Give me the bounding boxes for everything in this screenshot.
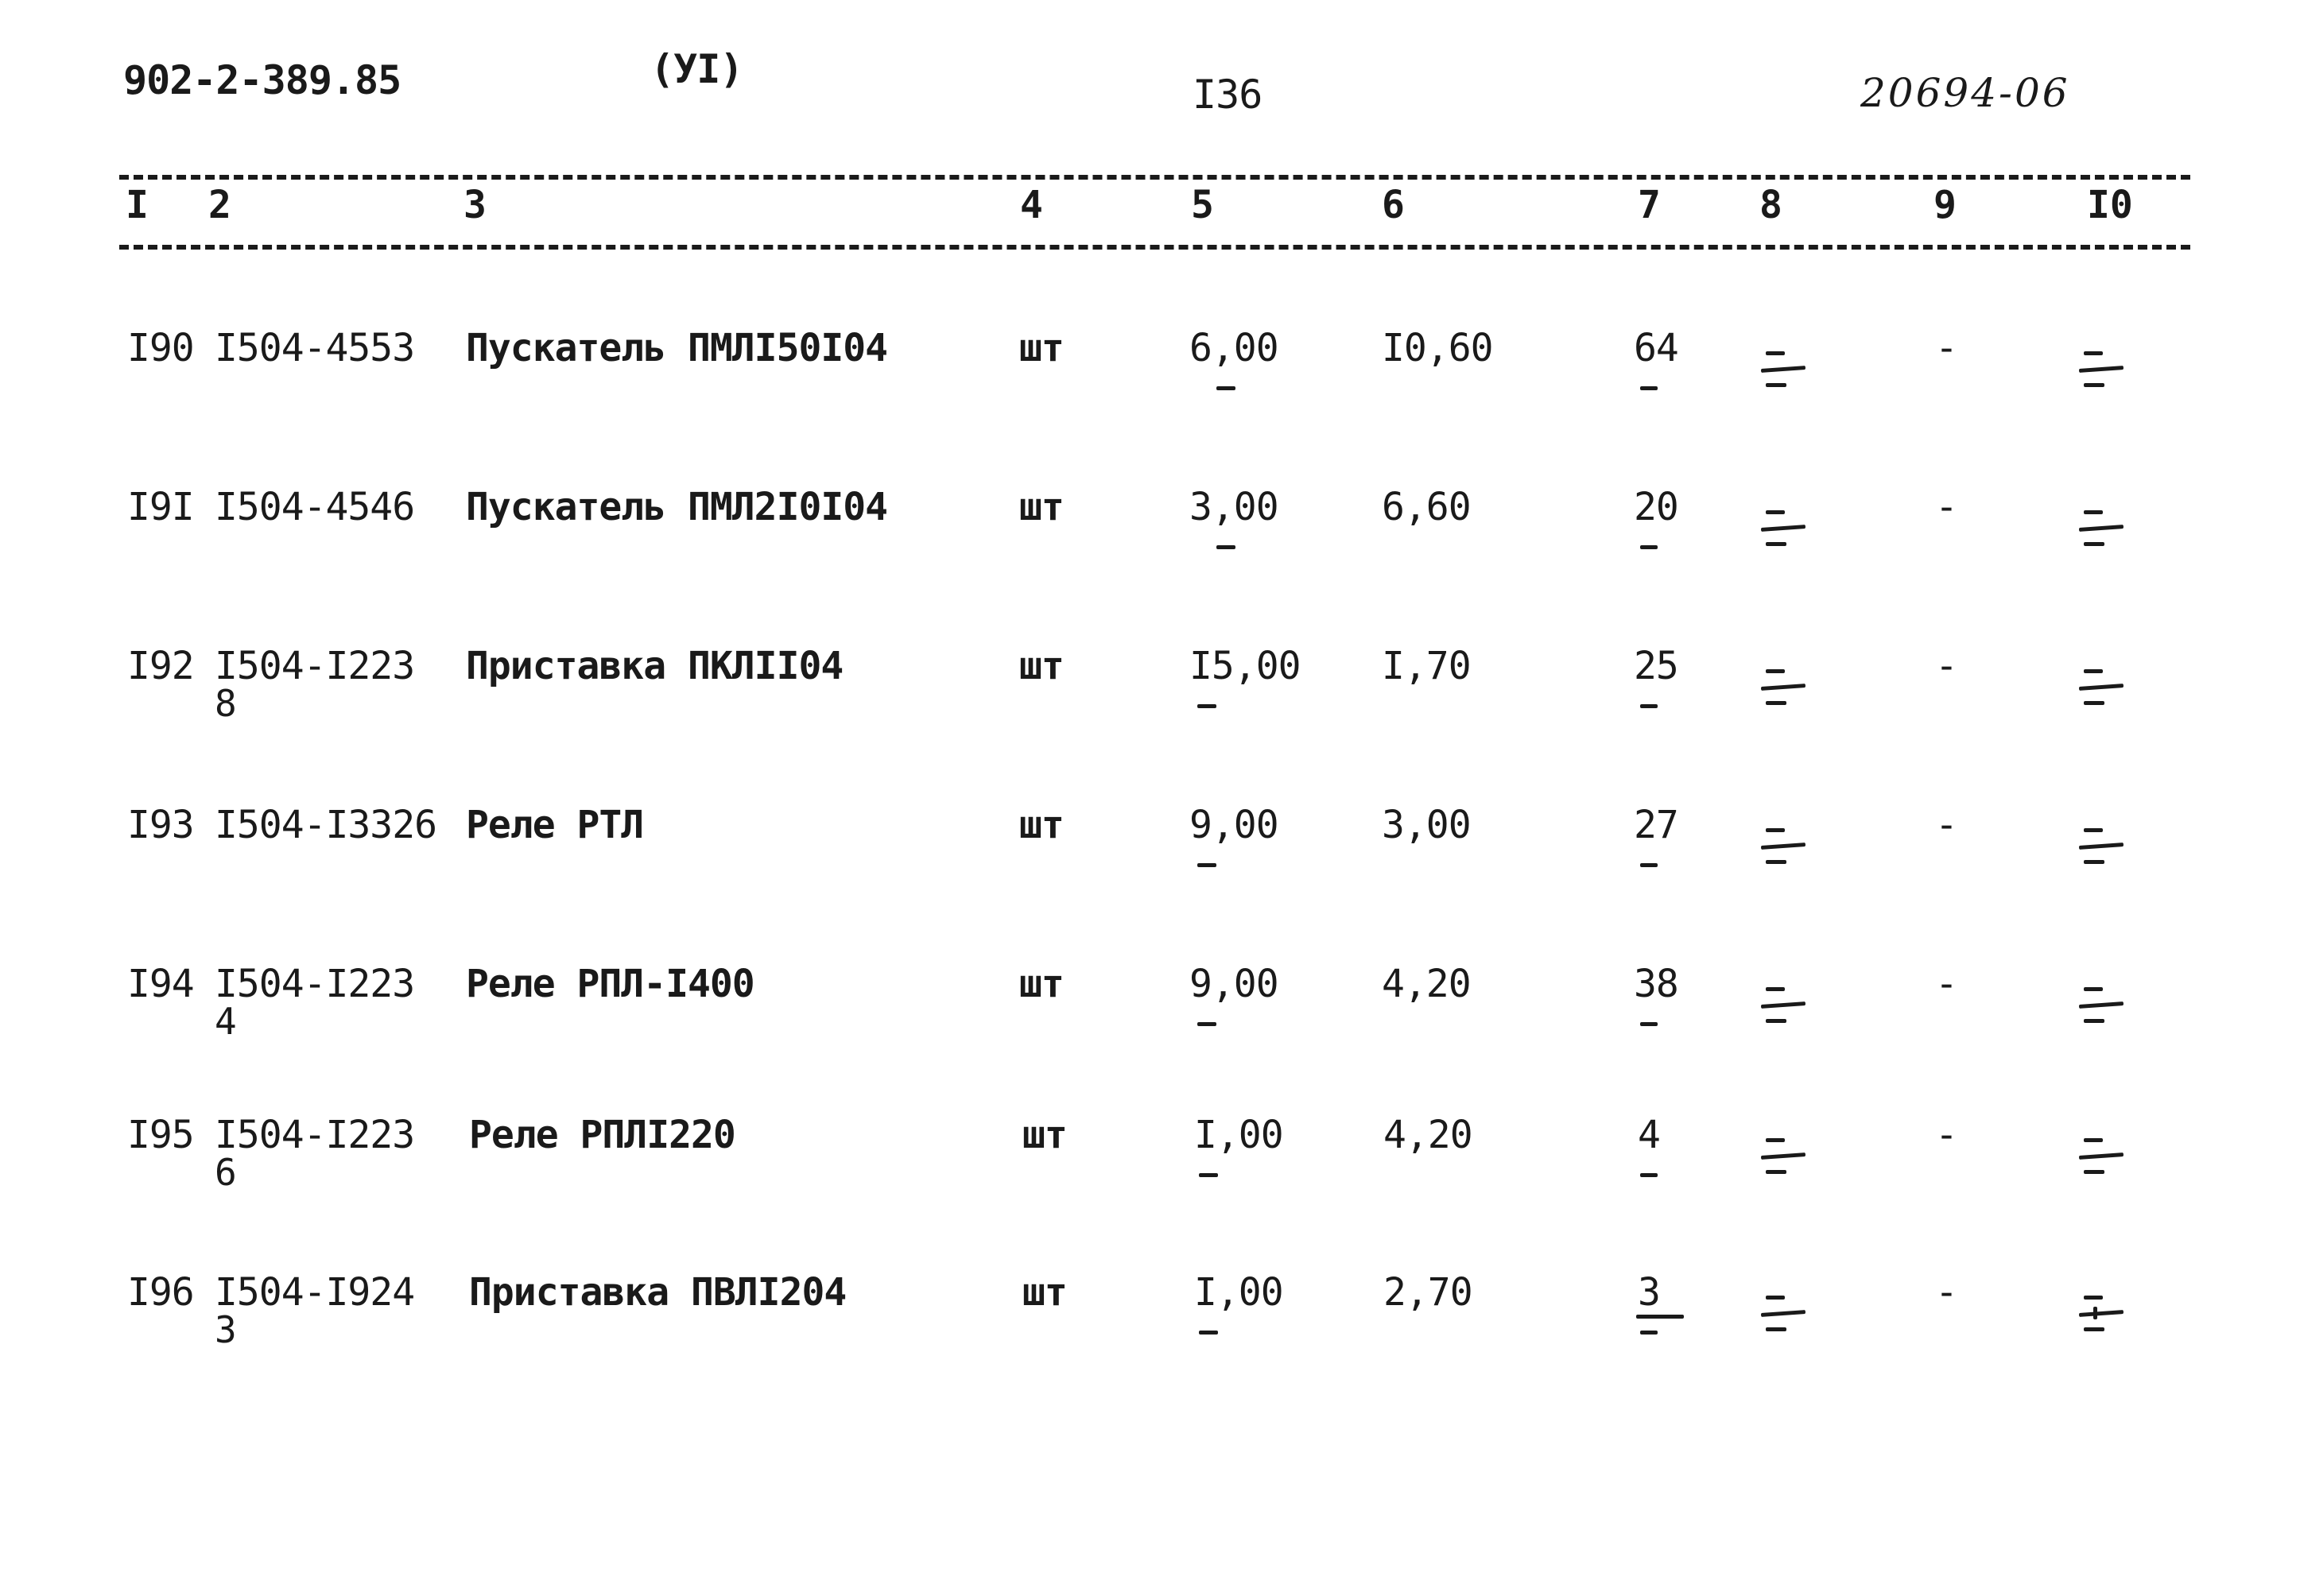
column-header: 9 xyxy=(1933,183,1957,227)
column-header: I xyxy=(126,183,149,227)
column-header: 3 xyxy=(463,183,487,227)
item-name: Реле РТЛ xyxy=(466,803,644,847)
item-name: Пускатель ПМЛI50I04 xyxy=(466,326,888,370)
total: 25 xyxy=(1634,644,1678,688)
total: 4 xyxy=(1638,1113,1660,1157)
ditto-mark-col8 xyxy=(1761,669,1809,717)
table-row xyxy=(0,962,2300,1105)
item-code: I504-I3326 xyxy=(215,803,436,847)
col9-value: - xyxy=(1935,803,1957,847)
col9-value: - xyxy=(1935,962,1957,1006)
item-code: I504-I924 3 xyxy=(215,1270,415,1351)
ditto-mark-col10 xyxy=(2079,1138,2127,1186)
table-row xyxy=(0,485,2300,628)
row-number: I96 xyxy=(127,1270,194,1315)
item-code: I504-I223 6 xyxy=(215,1113,415,1194)
unit: шт xyxy=(1019,803,1064,847)
page-number: I36 xyxy=(1193,72,1262,118)
item-code: I504-I223 8 xyxy=(215,644,415,725)
ditto-mark-col8 xyxy=(1761,1138,1809,1186)
ditto-mark-col8 xyxy=(1761,351,1809,399)
item-name: Приставка ПВЛI204 xyxy=(469,1270,847,1315)
unit: шт xyxy=(1019,485,1064,529)
unit: шт xyxy=(1022,1113,1067,1157)
unit-price: 4,20 xyxy=(1382,962,1471,1006)
ditto-mark-col10 xyxy=(2079,1296,2127,1343)
item-name: Приставка ПКЛII04 xyxy=(466,644,844,688)
col9-value: - xyxy=(1935,1113,1957,1157)
unit-price: I,70 xyxy=(1382,644,1471,688)
ditto-mark xyxy=(1216,545,1235,549)
unit-price: I0,60 xyxy=(1382,326,1493,370)
table-row xyxy=(0,326,2300,469)
column-header: 2 xyxy=(208,183,231,227)
table-header-rule xyxy=(119,245,2190,250)
ditto-mark xyxy=(1640,704,1658,708)
table-row xyxy=(0,644,2300,787)
ditto-mark xyxy=(1640,545,1658,549)
ditto-mark-col8 xyxy=(1761,510,1809,558)
table-top-rule xyxy=(119,175,2190,180)
unit-price: 6,60 xyxy=(1382,485,1471,529)
table-row xyxy=(0,1270,2300,1413)
item-code: I504-I223 4 xyxy=(215,962,415,1043)
ditto-mark-col8 xyxy=(1761,1296,1809,1343)
underline-mark xyxy=(1636,1315,1684,1319)
row-number: I95 xyxy=(127,1113,194,1157)
unit: шт xyxy=(1019,326,1064,370)
ditto-mark xyxy=(1197,704,1216,708)
unit: шт xyxy=(1019,962,1064,1006)
ditto-mark xyxy=(1640,863,1658,867)
ditto-mark xyxy=(1216,386,1235,390)
ditto-mark xyxy=(1197,1022,1216,1026)
ditto-mark-col10 xyxy=(2079,828,2127,876)
table-row xyxy=(0,803,2300,946)
quantity: 3,00 xyxy=(1189,485,1278,529)
total: 27 xyxy=(1634,803,1678,847)
ditto-mark xyxy=(1197,863,1216,867)
row-number: I90 xyxy=(127,326,194,370)
ditto-mark-col10 xyxy=(2079,987,2127,1035)
total: 64 xyxy=(1634,326,1678,370)
row-number: I93 xyxy=(127,803,194,847)
ditto-mark-col10 xyxy=(2079,351,2127,399)
ditto-mark xyxy=(1640,1331,1658,1335)
ditto-mark xyxy=(1199,1331,1218,1335)
ditto-mark xyxy=(1199,1173,1218,1177)
column-header: 8 xyxy=(1759,183,1782,227)
quantity: I5,00 xyxy=(1189,644,1301,688)
ditto-mark xyxy=(1640,1173,1658,1177)
quantity: 9,00 xyxy=(1189,803,1278,847)
item-name: Пускатель ПМЛ2I0I04 xyxy=(466,485,888,529)
ditto-mark xyxy=(1640,1022,1658,1026)
quantity: I,00 xyxy=(1194,1270,1283,1315)
column-header: 6 xyxy=(1382,183,1405,227)
ditto-mark-col8 xyxy=(1761,828,1809,876)
col9-value: - xyxy=(1935,1270,1957,1315)
ditto-mark-col8 xyxy=(1761,987,1809,1035)
quantity: 6,00 xyxy=(1189,326,1278,370)
column-header: 7 xyxy=(1638,183,1661,227)
unit-price: 4,20 xyxy=(1383,1113,1472,1157)
unit: шт xyxy=(1019,644,1064,688)
unit-price: 2,70 xyxy=(1383,1270,1472,1315)
ditto-mark xyxy=(1640,386,1658,390)
quantity: I,00 xyxy=(1194,1113,1283,1157)
row-number: I9I xyxy=(127,485,194,529)
total: 3 xyxy=(1638,1270,1660,1315)
item-code: I504-4553 xyxy=(215,326,415,370)
col9-value: - xyxy=(1935,644,1957,688)
col9-value: - xyxy=(1935,485,1957,529)
volume-label: (УI) xyxy=(650,46,743,92)
unit: шт xyxy=(1022,1270,1067,1315)
item-name: Реле РПЛ-I400 xyxy=(466,962,754,1006)
table-row xyxy=(0,1113,2300,1256)
column-header: I0 xyxy=(2087,183,2133,227)
column-header: 5 xyxy=(1191,183,1214,227)
document-code: 902-2-389.85 xyxy=(123,57,401,103)
row-number: I92 xyxy=(127,644,194,688)
item-code: I504-4546 xyxy=(215,485,415,529)
total: 38 xyxy=(1634,962,1678,1006)
col9-value: - xyxy=(1935,326,1957,370)
ditto-mark-col10 xyxy=(2079,510,2127,558)
total: 20 xyxy=(1634,485,1678,529)
ditto-mark-col10 xyxy=(2079,669,2127,717)
archive-number: 20694-06 xyxy=(1860,70,2070,116)
column-header: 4 xyxy=(1020,183,1043,227)
item-name: Реле РПЛI220 xyxy=(469,1113,735,1157)
unit-price: 3,00 xyxy=(1382,803,1471,847)
row-number: I94 xyxy=(127,962,194,1006)
quantity: 9,00 xyxy=(1189,962,1278,1006)
